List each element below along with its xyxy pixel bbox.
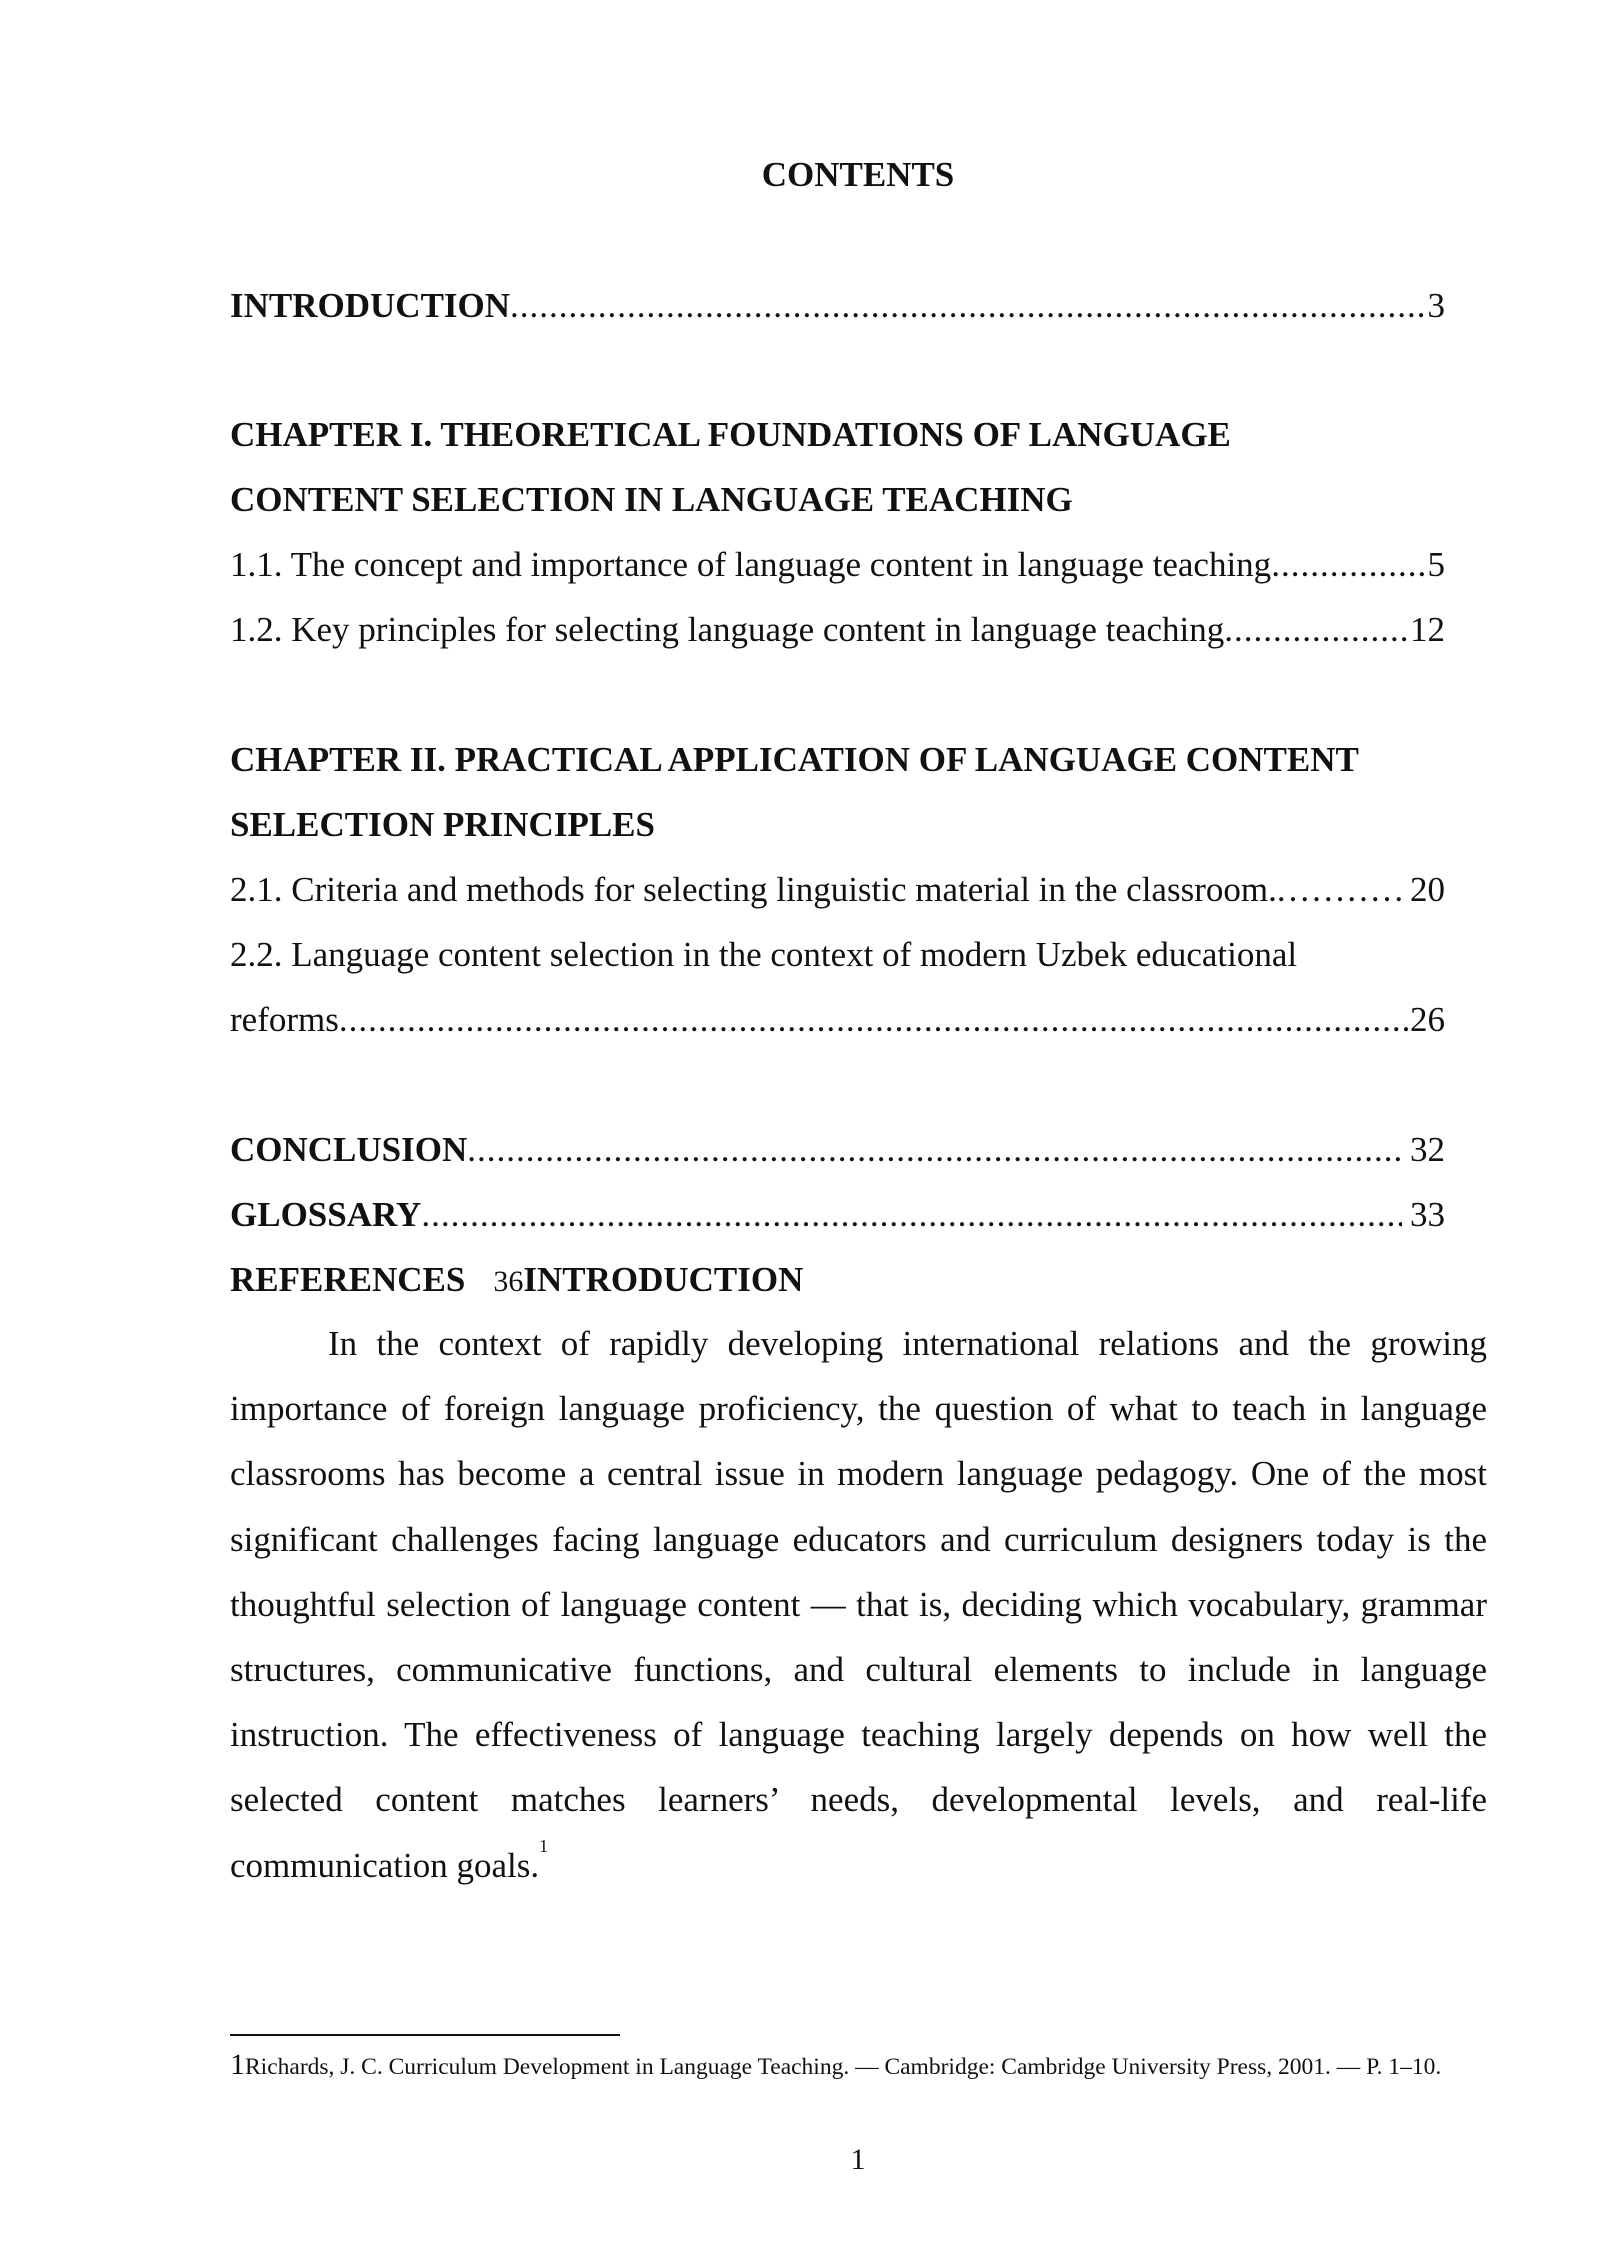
toc-leader-dots: [421, 1187, 1402, 1243]
toc-entry-introduction[interactable]: [230, 278, 1445, 334]
toc-label: 1.1. The concept and importance of language content in language teaching: [230, 545, 1272, 584]
toc-page-number: 12: [1410, 610, 1445, 649]
toc-page-number: 20: [1410, 870, 1445, 909]
introduction-paragraph: [230, 1311, 1487, 1898]
toc-page-number: 33: [1410, 1195, 1445, 1234]
toc-leader-dots: [1271, 537, 1425, 593]
toc-page-number: 3: [1427, 286, 1445, 325]
footnote-reference[interactable]: 1: [539, 1835, 549, 1856]
toc-chapter1-title-line2[interactable]: CONTENT SELECTION IN LANGUAGE TEACHING: [230, 480, 1073, 519]
footnote-number: 1: [230, 2048, 245, 2081]
toc-label: 2.1. Criteria and methods for selecting linguistic material in the classroom.: [230, 870, 1277, 909]
toc-label: GLOSSARY: [230, 1195, 422, 1234]
toc-entry-1-1[interactable]: [230, 537, 1445, 593]
contents-title: CONTENTS: [761, 155, 955, 194]
toc-leader-dots: [510, 278, 1425, 334]
toc-chapter1-title-line1[interactable]: CHAPTER I. THEORETICAL FOUNDATIONS OF LANGUAGE: [230, 415, 1231, 454]
toc-label: 1.2. Key principles for selecting language content in language teaching: [230, 610, 1225, 649]
toc-leader-dots: [339, 992, 1408, 1048]
toc-leader-dots: [467, 1122, 1402, 1178]
toc-entry-conclusion[interactable]: [230, 1122, 1445, 1178]
toc-chapter2-title-line1[interactable]: CHAPTER II. PRACTICAL APPLICATION OF LANGUAGE CONTENT: [230, 740, 1359, 779]
paragraph-text: In the context of rapidly developing international relations and the growing importance of foreign language proficiency, the question of what to teach in language classrooms has become a central issue in modern language pedagogy. One of the most significant challenges facing language educators and curriculum designers today is the thoughtful selection of language content — that is, deciding which vocabulary, grammar structures, communicative functions, and cultural elements to include in language instruction. The effectiveness of language teaching largely depends on how well the selected content matches learners’ needs, developmental levels, and real-life communication goals.: [230, 1324, 1487, 1885]
toc-chapter2-title-line2[interactable]: SELECTION PRINCIPLES: [230, 805, 655, 844]
toc-label: CONCLUSION: [230, 1130, 468, 1169]
toc-page-number: 36: [493, 1265, 524, 1298]
toc-label: INTRODUCTION: [230, 286, 511, 325]
toc-page-number: 32: [1410, 1130, 1445, 1169]
toc-label: REFERENCES: [230, 1260, 466, 1299]
toc-entry-references[interactable]: [230, 1252, 1445, 1310]
toc-entry-2-1[interactable]: [230, 862, 1445, 918]
toc-entry-2-2-line2[interactable]: [230, 992, 1445, 1048]
toc-label: reforms: [230, 1000, 339, 1039]
toc-entry-2-2-line1[interactable]: 2.2. Language content selection in the context of modern Uzbek educational: [230, 935, 1298, 974]
toc-leader-dots: [1277, 862, 1408, 918]
toc-entry-glossary[interactable]: [230, 1187, 1445, 1243]
toc-leader-dots: [1224, 602, 1408, 658]
introduction-heading: INTRODUCTION: [523, 1260, 804, 1299]
footnote: [230, 2050, 1487, 2082]
page-number: 1: [850, 2143, 866, 2176]
footnote-text: Richards, J. C. Curriculum Development in Language Teaching. — Cambridge: Cambridge University Press, 2001. — P. 1–10.: [245, 2054, 1442, 2080]
toc-entry-1-2[interactable]: [230, 602, 1445, 658]
toc-page-number: 26: [1410, 1000, 1445, 1039]
footnote-separator: [230, 2034, 620, 2036]
toc-page-number: 5: [1427, 545, 1445, 584]
